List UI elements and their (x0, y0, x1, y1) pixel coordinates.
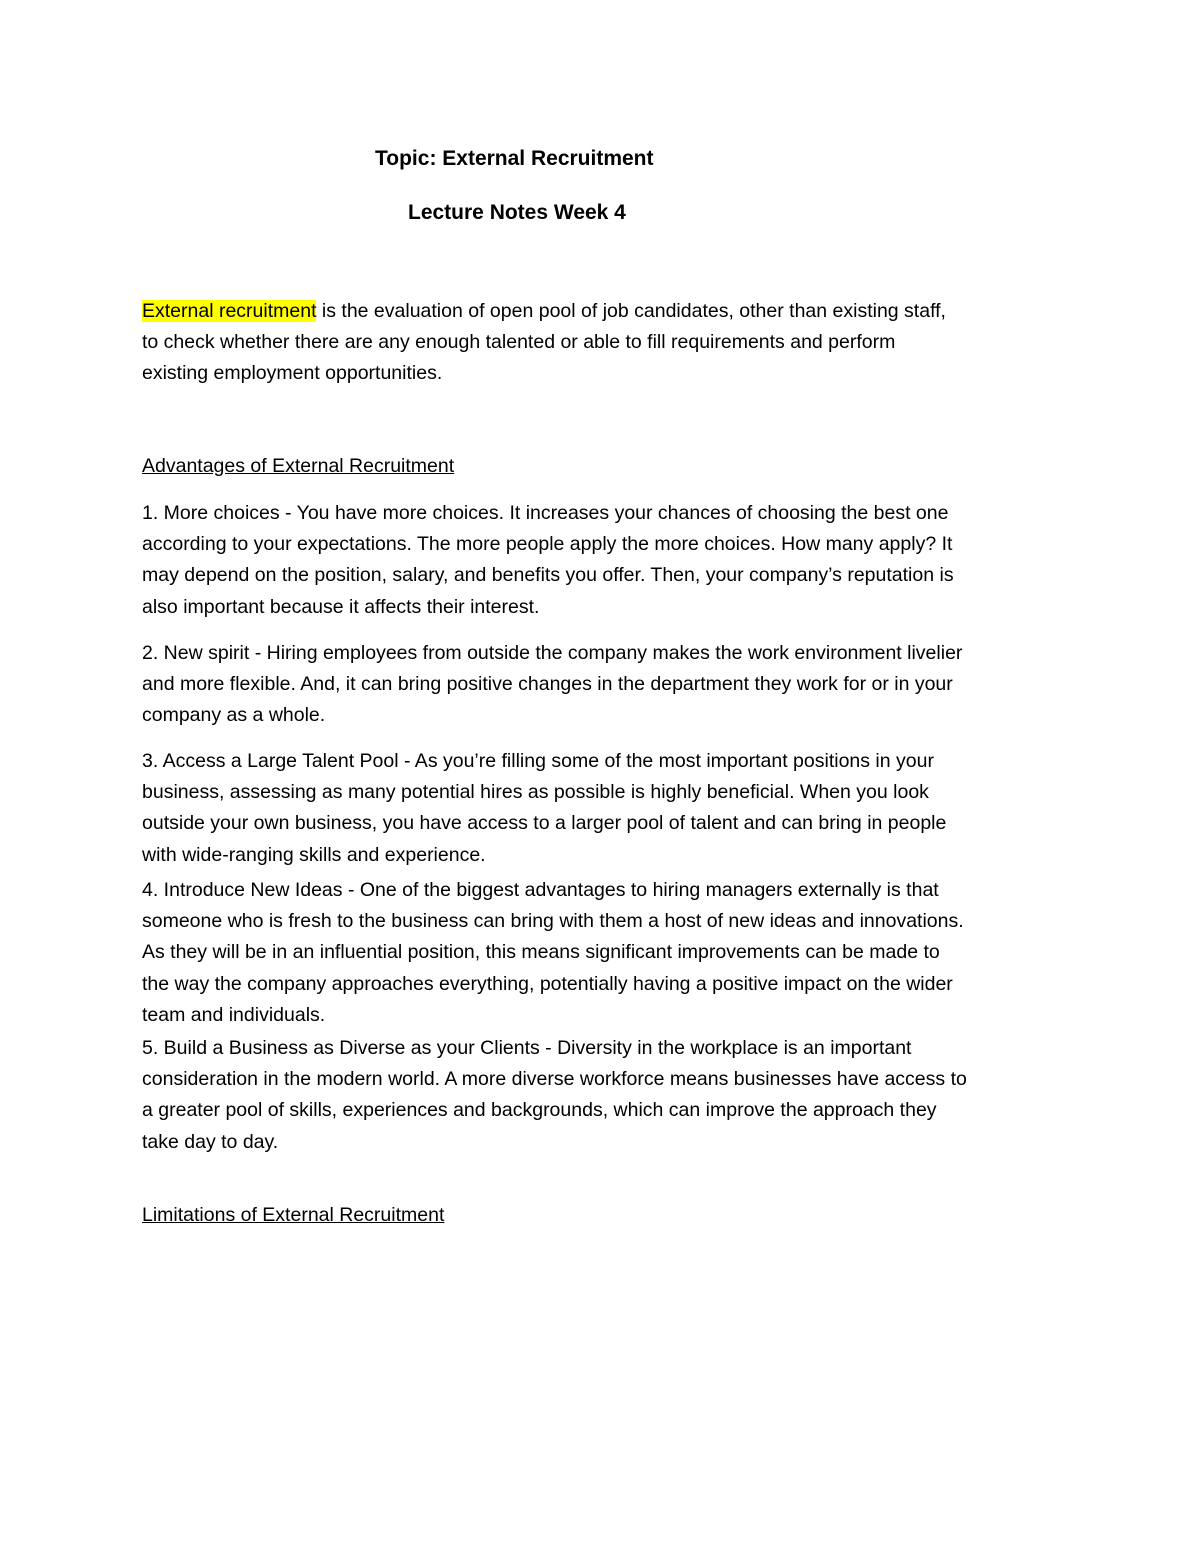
document-title: Topic: External Recruitment (375, 147, 654, 170)
text-line: team and individuals. (142, 1003, 326, 1026)
advantage-item-1 (142, 498, 1072, 623)
text-line: 5. Build a Business as Diverse as your Clients - Diversity in the workplace is an important (142, 1037, 912, 1059)
highlighted-term: External recruitment (142, 300, 317, 322)
text-line: take day to day. (142, 1130, 279, 1153)
intro-line-2: to check whether there are any enough talented or able to fill requirements and perform (142, 331, 896, 354)
text-line: consideration in the modern world. A more diverse workforce means businesses have access to (142, 1068, 967, 1091)
intro-paragraph (142, 296, 1072, 390)
text-line: company as a whole. (142, 704, 326, 727)
text-line: with wide-ranging skills and experience. (142, 843, 486, 866)
text-line: 2. New spirit - Hiring employees from outside the company makes the work environment livelier (142, 642, 963, 664)
advantages-heading: Advantages of External Recruitment (142, 455, 455, 477)
limitations-heading: Limitations of External Recruitment (142, 1204, 445, 1226)
text-line: outside your own business, you have access to a larger pool of talent and can bring in people (142, 812, 947, 835)
text-line: As they will be in an influential position, this means significant improvements can be made to (142, 941, 940, 964)
intro-line-1 (142, 296, 1072, 327)
document-subtitle: Lecture Notes Week 4 (408, 201, 626, 224)
intro-line-1-rest: is the evaluation of open pool of job candidates, other than existing staff, (316, 300, 946, 322)
text-line: may depend on the position, salary, and benefits you offer. Then, your company’s reputation is (142, 564, 954, 587)
advantage-item-3 (142, 746, 1072, 871)
intro-line-3: existing employment opportunities. (142, 362, 443, 385)
text-line: 1. More choices - You have more choices. It increases your chances of choosing the best one (142, 502, 949, 524)
text-line: 4. Introduce New Ideas - One of the biggest advantages to hiring managers externally is that (142, 879, 939, 901)
text-line: also important because it affects their interest. (142, 595, 540, 618)
text-line: according to your expectations. The more people apply the more choices. How many apply? It (142, 533, 953, 556)
text-line: and more flexible. And, it can bring positive changes in the department they work for or in your (142, 673, 953, 696)
text-line: the way the company approaches everything, potentially having a positive impact on the wider (142, 972, 953, 995)
text-line: 3. Access a Large Talent Pool - As you’re filling some of the most important positions in your (142, 750, 934, 772)
advantage-item-5 (142, 1033, 1072, 1158)
text-line: business, assessing as many potential hires as possible is highly beneficial. When you look (142, 781, 929, 804)
advantage-item-4 (142, 875, 1072, 1031)
text-line: someone who is fresh to the business can bring with them a host of new ideas and innovations. (142, 910, 964, 933)
text-line: a greater pool of skills, experiences and backgrounds, which can improve the approach they (142, 1099, 937, 1122)
advantage-item-2 (142, 638, 1072, 732)
